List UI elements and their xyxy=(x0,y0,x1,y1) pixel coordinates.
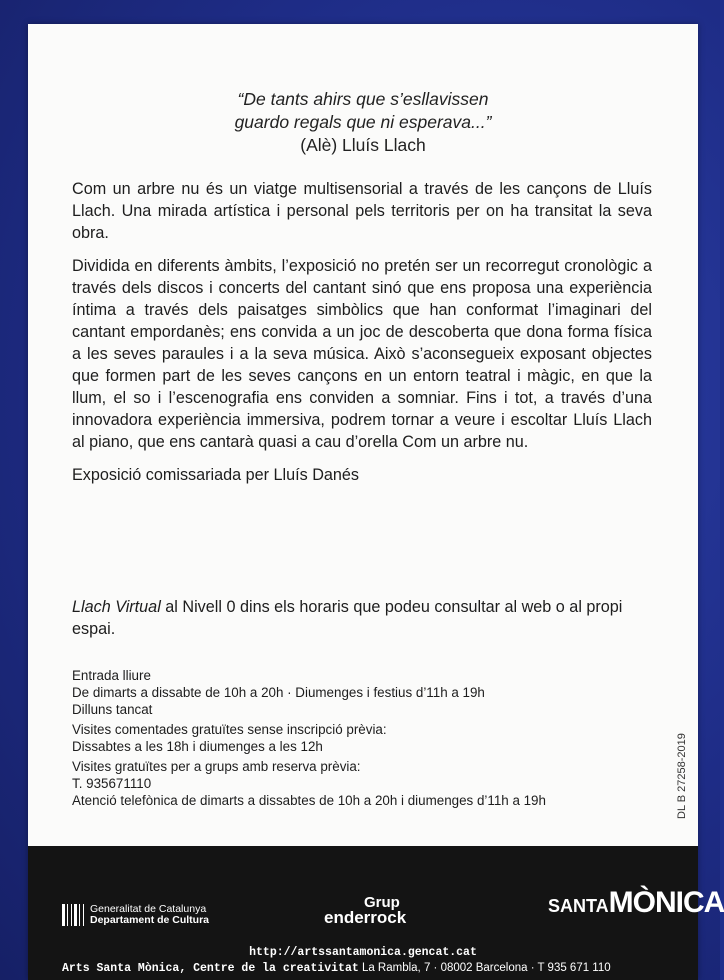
santa-monica-logo xyxy=(548,886,724,920)
quote-line-1: “De tants ahirs que s’esllavissen xyxy=(237,89,489,109)
info-guided: Visites comentades gratuïtes sense inscripció prèvia: xyxy=(72,722,387,737)
venue-name: Arts Santa Mònica, Centre de la creativitat xyxy=(62,962,359,975)
info-entry: Entrada lliure xyxy=(72,668,151,683)
santa-text: SANTA xyxy=(548,896,609,916)
generalitat-name: Generalitat de Catalunya xyxy=(90,903,207,915)
quote-author: (Alè) Lluís Llach xyxy=(300,135,426,155)
info-guided-times: Dissabtes a les 18h i diumenges a les 12h xyxy=(72,739,323,754)
info-closed: Dilluns tancat xyxy=(72,702,153,717)
epigraph-quote xyxy=(28,88,698,157)
generalitat-logo xyxy=(62,902,209,928)
postcard xyxy=(28,24,724,980)
virtual-note xyxy=(72,596,652,640)
legal-deposit-text: DL B 27258-2019 xyxy=(676,733,688,819)
info-phone: T. 935671110 xyxy=(72,776,152,791)
guided-visits-group xyxy=(72,721,662,755)
hours-group xyxy=(72,667,662,718)
department-name: Departament de Cultura xyxy=(90,914,210,926)
description-text xyxy=(72,178,652,497)
grup-text: Grup xyxy=(364,894,400,911)
enderrock-text: enderrock xyxy=(324,908,407,927)
info-hours: De dimarts a dissabte de 10h a 20h · Diumenges i festius d’11h a 19h xyxy=(72,685,485,700)
paragraph-curator: Exposició comissariada per Lluís Danés xyxy=(72,466,360,484)
visitor-info xyxy=(72,667,662,812)
enderrock-logo xyxy=(324,896,444,926)
virtual-text: al Nivell 0 dins els horaris que podeu consultar al web o al propi espai. xyxy=(72,598,623,638)
groups-group xyxy=(72,758,662,809)
venue-address xyxy=(62,962,611,975)
info-phone-hours: Atenció telefònica de dimarts a dissabtes de 10h a 20h i diumenges d’11h a 19h xyxy=(72,793,546,808)
paragraph-main: Dividida en diferents àmbits, l’exposició no pretén ser un recorregut cronològic a través dels discos i concerts del cantant sinó que ens proposa una experiència íntima a través dels paisatges simbòlics que han conformat l’imaginari del cantant empordanès; ens convida a un joc de descoberta que dona forma física a les seves paraules i a la seva música. Això s’aconsegueix exposant objectes que formen part de les seves cançons en un entorn teatral i màgic, en que la llum, el so i l’escenografia ens conviden a somniar. Fins i tot, a través d’una innovadora experiència immersiva, podrem tornar a veure i escoltar Lluís Llach al piano, que ens cantarà quasi a cau d’orella Com un arbre nu. xyxy=(72,257,652,451)
paragraph-intro: Com un arbre nu és un viatge multisensorial a través de les cançons de Lluís Llach. Una mirada artística i personal pels territoris per on ha transitat la seva obra. xyxy=(72,180,652,242)
virtual-title: Llach Virtual xyxy=(72,598,161,616)
quote-line-2: guardo regals que ni esperava...” xyxy=(234,112,492,132)
monica-text: MÒNICA xyxy=(608,886,724,919)
generalitat-emblem-icon xyxy=(62,904,84,926)
legal-deposit xyxy=(674,679,692,819)
info-groups: Visites gratuïtes per a grups amb reserva prèvia: xyxy=(72,759,361,774)
website-url: http://artssantamonica.gencat.cat xyxy=(249,946,477,959)
address-text: La Rambla, 7 · 08002 Barcelona · T 935 671 110 xyxy=(358,962,611,974)
sponsor-footer xyxy=(28,846,724,980)
